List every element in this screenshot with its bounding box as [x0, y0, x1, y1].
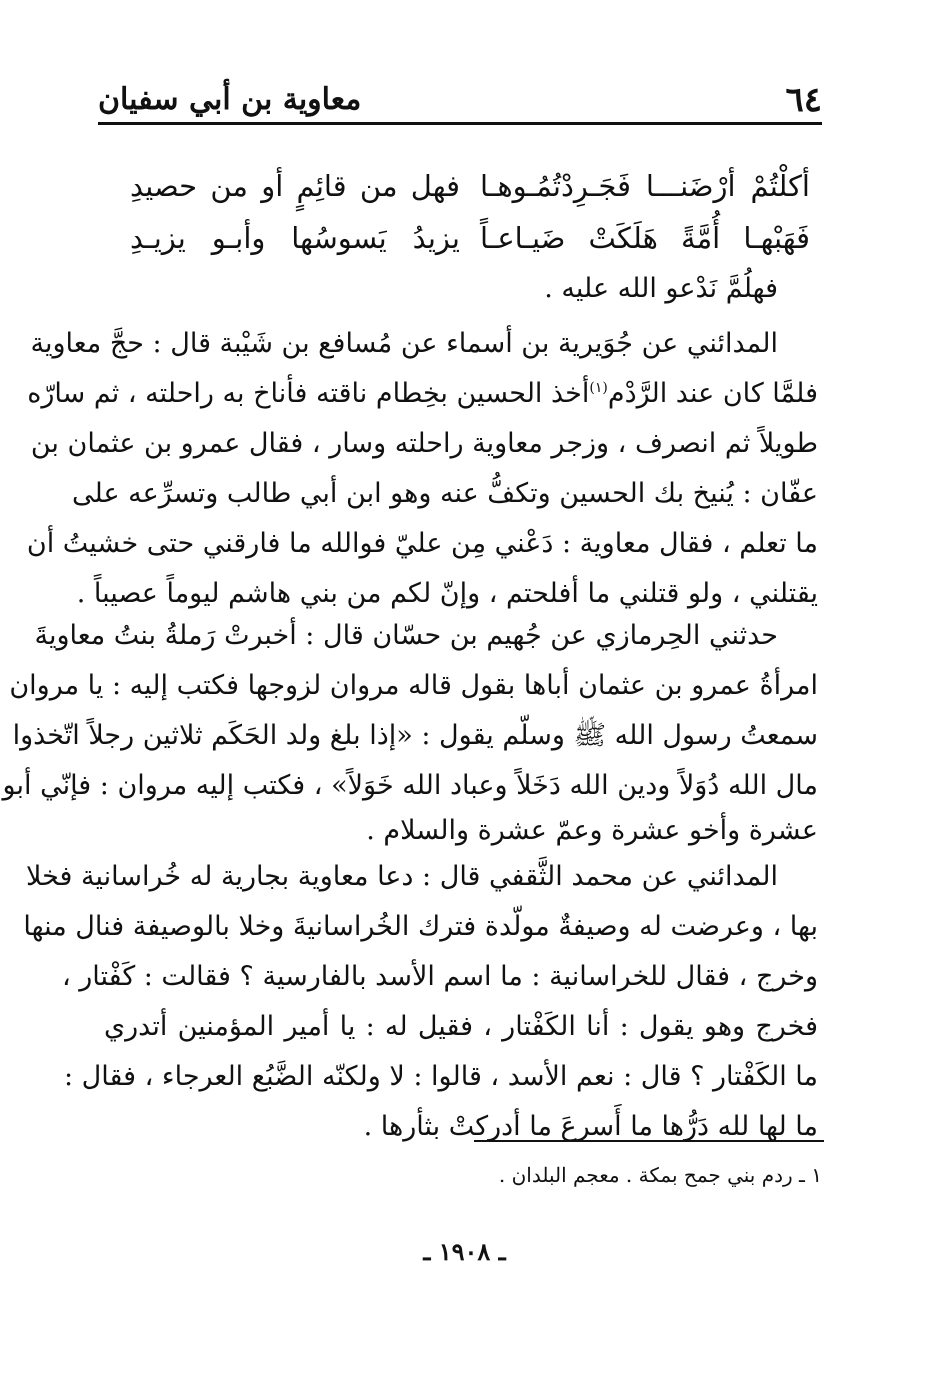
- text-line-18: ما لها لله دَرُّها ما أَسرعَ ما أدركتْ بثأرها .: [363, 1111, 818, 1142]
- verse-2-second-hemistich: يزيدُ يَسوسُها وأبـو يزيـدِ: [130, 221, 460, 255]
- text-line-1: فهلُمَّ نَدْعو الله عليه .: [544, 273, 778, 304]
- footnote-marker: (١): [589, 380, 608, 396]
- text-line-4: طويلاً ثم انصرف ، وزجر معاوية راحلته وسار ، فقال عمرو بن عثمان بن: [30, 428, 818, 459]
- text-line-8: حدثني الحِرمازي عن جُهيم بن حسّان قال : أخبرتْ رَملةُ بنتُ معاويةَ: [34, 620, 778, 651]
- text-line-10: سمعتُ رسول الله ﷺ وسلّم يقول : «إذا بلغ ولد الحَكَم ثلاثين رجلاً اتّخذوا: [12, 720, 818, 751]
- text-line-3: [27, 369, 818, 419]
- text-line-3-end: أخذ الحسين بخِطام ناقته فأناخ به راحلته ، ثم سارّه: [27, 378, 590, 409]
- text-line-17: ما الكَفْتار ؟ قال : نعم الأسد ، قالوا : لا ولكنّه الضَّبُع العرجاء ، فقال :: [63, 1061, 818, 1092]
- running-title: معاوية بن أبي سفيان: [98, 82, 362, 117]
- footnote-rule: [474, 1140, 824, 1142]
- footnote: ١ ـ ردم بني جمح بمكة . معجم البلدان .: [498, 1163, 822, 1187]
- page-number: ٦٤: [785, 80, 822, 120]
- page-header: [98, 72, 822, 122]
- verse-1-first-hemistich: أكلْتُمْ أرْضَنـــا فَجَـرِدْتُمُـوهـا: [480, 169, 810, 203]
- text-line-2: المدائني عن جُوَيرية بن أسماء عن مُسافع بن شَيْبة قال : حجَّ معاوية: [30, 328, 778, 359]
- verse-line-1: [130, 160, 810, 212]
- folio-number: ـ ١٩٠٨ ـ: [423, 1237, 506, 1266]
- verse-1-second-hemistich: فهل من قائِمٍ أو من حصيدِ: [130, 169, 460, 203]
- verse-2-first-hemistich: فَهَبْهـا أُمَّةً هَلَكَتْ ضَيـاعـاً: [480, 221, 810, 255]
- text-line-9: امرأةُ عمرو بن عثمان أباها بقول قاله مروان لزوجها فكتب إليه : يا مروان: [9, 670, 818, 701]
- text-line-3-start: فلمَّا كان عند الرَّدْم: [607, 378, 818, 409]
- text-line-15: وخرج ، فقال للخراسانية : ما اسم الأسد بالفارسية ؟ فقالت : كَفْتار ،: [61, 961, 818, 992]
- text-line-13: المدائني عن محمد الثَّقفي قال : دعا معاوية بجارية له خُراسانية فخلا: [26, 861, 778, 892]
- text-line-7: يقتلني ، ولو قتلني ما أفلحتم ، وإنّ لكم من بني هاشم ليوماً عصيباً .: [76, 578, 818, 609]
- text-line-5: عفّان : يُنيخ بك الحسين وتكفُّ عنه وهو ابن أبي طالب وتسرِّعه على: [72, 478, 818, 509]
- text-line-14: بها ، وعرضت له وصيفةٌ مولّدة فترك الخُراسانيةَ وخلا بالوصيفة فنال منها: [23, 911, 818, 942]
- text-line-6: ما تعلم ، فقال معاوية : دَعْني مِن عليّ فوالله ما فارقني حتى خشيتُ أن: [26, 528, 818, 559]
- header-rule: [98, 122, 822, 125]
- text-line-12: عشرة وأخو عشرة وعمّ عشرة والسلام .: [366, 815, 818, 846]
- text-line-16: فخرج وهو يقول : أنا الكَفْتار ، فقيل له : يا أمير المؤمنين أتدري: [104, 1011, 818, 1042]
- text-line-11: مال الله دُوَلاً ودين الله دَخَلاً وعباد الله خَوَلاً» ، فكتب إليه مروان : فإنّي أبو: [2, 770, 818, 801]
- verse-line-2: [130, 212, 810, 264]
